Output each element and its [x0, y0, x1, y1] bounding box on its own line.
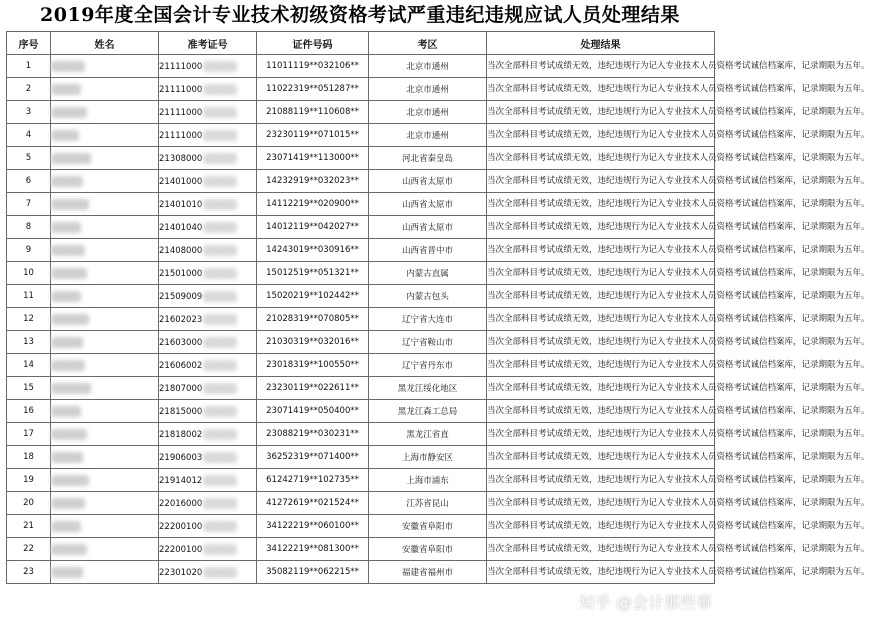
ticket-number-text: 21807000	[159, 383, 203, 394]
cell-result: 当次全部科目考试成绩无效，违纪违规行为记入专业技术人员资格考试诚信档案库，记录期限为五年。	[487, 55, 715, 78]
cell-name	[51, 400, 159, 423]
cell-id-number: 34122219**060100**	[257, 515, 369, 538]
name-redaction	[51, 245, 85, 256]
table-row	[7, 101, 715, 124]
ticket-number-text: 21111000	[159, 130, 203, 141]
name-redaction	[51, 222, 81, 233]
cell-result: 当次全部科目考试成绩无效，违纪违规行为记入专业技术人员资格考试诚信档案库，记录期限为五年。	[487, 262, 715, 285]
ticket-redaction	[203, 521, 237, 532]
cell-result: 当次全部科目考试成绩无效，违纪违规行为记入专业技术人员资格考试诚信档案库，记录期限为五年。	[487, 354, 715, 377]
ticket-number-text: 21818002	[159, 429, 203, 440]
cell-seq: 14	[7, 354, 51, 377]
name-redaction	[51, 130, 79, 141]
name-redaction	[51, 107, 87, 118]
name-redaction	[51, 567, 83, 578]
cell-result: 当次全部科目考试成绩无效，违纪违规行为记入专业技术人员资格考试诚信档案库，记录期限为五年。	[487, 170, 715, 193]
table-row	[7, 216, 715, 239]
table-row	[7, 147, 715, 170]
cell-id-number: 21030319**032016**	[257, 331, 369, 354]
cell-seq: 5	[7, 147, 51, 170]
name-redaction	[51, 360, 85, 371]
cell-name	[51, 308, 159, 331]
table-row	[7, 446, 715, 469]
document-title: 2019年度全国会计专业技术初级资格考试严重违纪违规应试人员处理结果	[40, 4, 680, 26]
cell-exam-area: 辽宁省丹东市	[369, 354, 487, 377]
cell-seq: 18	[7, 446, 51, 469]
cell-result: 当次全部科目考试成绩无效，违纪违规行为记入专业技术人员资格考试诚信档案库，记录期限为五年。	[487, 308, 715, 331]
cell-name	[51, 101, 159, 124]
cell-exam-area: 黑龙江省直	[369, 423, 487, 446]
name-redaction	[51, 61, 85, 72]
ticket-redaction	[203, 176, 237, 187]
name-redaction	[51, 521, 81, 532]
cell-ticket-number	[159, 331, 257, 354]
cell-result: 当次全部科目考试成绩无效，违纪违规行为记入专业技术人员资格考试诚信档案库，记录期限为五年。	[487, 515, 715, 538]
cell-name	[51, 285, 159, 308]
ticket-redaction	[203, 498, 237, 509]
name-redaction	[51, 383, 91, 394]
cell-name	[51, 538, 159, 561]
ticket-redaction	[203, 84, 237, 95]
ticket-number-text: 22016000	[159, 498, 203, 509]
cell-result: 当次全部科目考试成绩无效，违纪违规行为记入专业技术人员资格考试诚信档案库，记录期限为五年。	[487, 331, 715, 354]
ticket-redaction	[203, 544, 237, 555]
cell-ticket-number	[159, 216, 257, 239]
name-redaction	[51, 498, 85, 509]
ticket-redaction	[203, 429, 237, 440]
cell-result: 当次全部科目考试成绩无效，违纪违规行为记入专业技术人员资格考试诚信档案库，记录期限为五年。	[487, 193, 715, 216]
cell-exam-area: 安徽省阜阳市	[369, 538, 487, 561]
table-row	[7, 55, 715, 78]
cell-result: 当次全部科目考试成绩无效，违纪违规行为记入专业技术人员资格考试诚信档案库，记录期限为五年。	[487, 377, 715, 400]
cell-exam-area: 黑龙江森工总局	[369, 400, 487, 423]
table-row	[7, 124, 715, 147]
cell-name	[51, 193, 159, 216]
cell-result: 当次全部科目考试成绩无效，违纪违规行为记入专业技术人员资格考试诚信档案库，记录期限为五年。	[487, 101, 715, 124]
cell-name	[51, 354, 159, 377]
cell-result: 当次全部科目考试成绩无效，违纪违规行为记入专业技术人员资格考试诚信档案库，记录期限为五年。	[487, 538, 715, 561]
table-row	[7, 308, 715, 331]
ticket-redaction	[203, 337, 237, 348]
cell-id-number: 14232919**032023**	[257, 170, 369, 193]
table-row	[7, 377, 715, 400]
cell-id-number: 21028319**070805**	[257, 308, 369, 331]
name-redaction	[51, 452, 83, 463]
ticket-redaction	[203, 130, 237, 141]
cell-id-number: 23071419**050400**	[257, 400, 369, 423]
cell-id-number: 23071419**113000**	[257, 147, 369, 170]
ticket-number-text: 21401040	[159, 222, 203, 233]
cell-exam-area: 北京市通州	[369, 101, 487, 124]
ticket-redaction	[203, 475, 237, 486]
cell-id-number: 14012119**042027**	[257, 216, 369, 239]
ticket-redaction	[203, 153, 237, 164]
ticket-redaction	[203, 567, 237, 578]
ticket-redaction	[203, 268, 237, 279]
ticket-redaction	[203, 360, 237, 371]
cell-ticket-number	[159, 147, 257, 170]
cell-ticket-number	[159, 124, 257, 147]
table-row	[7, 423, 715, 446]
ticket-number-text: 21308000	[159, 153, 203, 164]
cell-seq: 16	[7, 400, 51, 423]
cell-result: 当次全部科目考试成绩无效，违纪违规行为记入专业技术人员资格考试诚信档案库，记录期限为五年。	[487, 469, 715, 492]
ticket-number-text: 22200100	[159, 521, 203, 532]
table-row	[7, 170, 715, 193]
ticket-number-text: 21408000	[159, 245, 203, 256]
ticket-number-text: 21509009	[159, 291, 203, 302]
cell-id-number: 23088219**030231**	[257, 423, 369, 446]
cell-exam-area: 辽宁省大连市	[369, 308, 487, 331]
name-redaction	[51, 199, 89, 210]
ticket-redaction	[203, 291, 237, 302]
cell-id-number: 35082119**062215**	[257, 561, 369, 584]
header-ticket-number: 准考证号	[159, 32, 257, 55]
header-exam-area: 考区	[369, 32, 487, 55]
cell-seq: 8	[7, 216, 51, 239]
table-header-row	[7, 32, 715, 55]
cell-result: 当次全部科目考试成绩无效，违纪违规行为记入专业技术人员资格考试诚信档案库，记录期限为五年。	[487, 561, 715, 584]
cell-ticket-number	[159, 515, 257, 538]
table-row	[7, 78, 715, 101]
cell-name	[51, 55, 159, 78]
cell-ticket-number	[159, 78, 257, 101]
cell-name	[51, 492, 159, 515]
cell-exam-area: 北京市通州	[369, 55, 487, 78]
cell-ticket-number	[159, 538, 257, 561]
ticket-redaction	[203, 406, 237, 417]
ticket-redaction	[203, 383, 237, 394]
cell-exam-area: 江苏省昆山	[369, 492, 487, 515]
cell-name	[51, 78, 159, 101]
cell-name	[51, 262, 159, 285]
cell-name	[51, 216, 159, 239]
cell-seq: 11	[7, 285, 51, 308]
ticket-number-text: 21111000	[159, 84, 203, 95]
ticket-number-text: 22200100	[159, 544, 203, 555]
ticket-redaction	[203, 314, 237, 325]
table-row	[7, 561, 715, 584]
ticket-number-text: 21906003	[159, 452, 203, 463]
table-row	[7, 193, 715, 216]
cell-seq: 2	[7, 78, 51, 101]
cell-ticket-number	[159, 561, 257, 584]
cell-name	[51, 170, 159, 193]
cell-result: 当次全部科目考试成绩无效，违纪违规行为记入专业技术人员资格考试诚信档案库，记录期限为五年。	[487, 124, 715, 147]
header-id-number: 证件号码	[257, 32, 369, 55]
cell-ticket-number	[159, 354, 257, 377]
name-redaction	[51, 176, 83, 187]
cell-seq: 17	[7, 423, 51, 446]
cell-id-number: 23230119**071015**	[257, 124, 369, 147]
cell-result: 当次全部科目考试成绩无效，违纪违规行为记入专业技术人员资格考试诚信档案库，记录期限为五年。	[487, 78, 715, 101]
table-row	[7, 262, 715, 285]
cell-name	[51, 147, 159, 170]
cell-exam-area: 山西省太原市	[369, 193, 487, 216]
cell-name	[51, 561, 159, 584]
violations-table	[6, 31, 870, 584]
table-row	[7, 354, 715, 377]
cell-id-number: 61242719**102735**	[257, 469, 369, 492]
ticket-number-text: 21606002	[159, 360, 203, 371]
ticket-number-text: 21111000	[159, 107, 203, 118]
header-name: 姓名	[51, 32, 159, 55]
cell-ticket-number	[159, 377, 257, 400]
cell-result: 当次全部科目考试成绩无效，违纪违规行为记入专业技术人员资格考试诚信档案库，记录期限为五年。	[487, 147, 715, 170]
cell-name	[51, 515, 159, 538]
cell-id-number: 36252319**071400**	[257, 446, 369, 469]
cell-exam-area: 上海市浦东	[369, 469, 487, 492]
cell-result: 当次全部科目考试成绩无效，违纪违规行为记入专业技术人员资格考试诚信档案库，记录期限为五年。	[487, 446, 715, 469]
ticket-number-text: 21603000	[159, 337, 203, 348]
cell-exam-area: 内蒙古直属	[369, 262, 487, 285]
table-row	[7, 400, 715, 423]
ticket-redaction	[203, 199, 237, 210]
cell-name	[51, 124, 159, 147]
table-row	[7, 492, 715, 515]
cell-name	[51, 331, 159, 354]
cell-id-number: 41272619**021524**	[257, 492, 369, 515]
ticket-number-text: 21914012	[159, 475, 203, 486]
name-redaction	[51, 314, 89, 325]
table-row	[7, 285, 715, 308]
cell-name	[51, 423, 159, 446]
cell-ticket-number	[159, 239, 257, 262]
name-redaction	[51, 429, 87, 440]
cell-id-number: 23018319**100550**	[257, 354, 369, 377]
cell-id-number: 11011119**032106**	[257, 55, 369, 78]
cell-id-number: 21088119**110608**	[257, 101, 369, 124]
cell-exam-area: 北京市通州	[369, 124, 487, 147]
ticket-redaction	[203, 245, 237, 256]
name-redaction	[51, 153, 91, 164]
ticket-number-text: 21602023	[159, 314, 203, 325]
cell-seq: 22	[7, 538, 51, 561]
cell-seq: 19	[7, 469, 51, 492]
cell-result: 当次全部科目考试成绩无效，违纪违规行为记入专业技术人员资格考试诚信档案库，记录期限为五年。	[487, 400, 715, 423]
ticket-redaction	[203, 61, 237, 72]
cell-ticket-number	[159, 101, 257, 124]
cell-id-number: 34122219**081300**	[257, 538, 369, 561]
ticket-number-text: 21501000	[159, 268, 203, 279]
cell-ticket-number	[159, 469, 257, 492]
cell-name	[51, 469, 159, 492]
cell-ticket-number	[159, 423, 257, 446]
name-redaction	[51, 475, 89, 486]
cell-exam-area: 黑龙江绥化地区	[369, 377, 487, 400]
cell-id-number: 11022319**051287**	[257, 78, 369, 101]
ticket-redaction	[203, 452, 237, 463]
cell-exam-area: 河北省秦皇岛	[369, 147, 487, 170]
cell-seq: 12	[7, 308, 51, 331]
watermark: 知乎 @会计那些事	[578, 593, 712, 612]
table-row	[7, 469, 715, 492]
cell-name	[51, 377, 159, 400]
cell-seq: 7	[7, 193, 51, 216]
cell-result: 当次全部科目考试成绩无效，违纪违规行为记入专业技术人员资格考试诚信档案库，记录期限为五年。	[487, 216, 715, 239]
cell-seq: 3	[7, 101, 51, 124]
cell-exam-area: 北京市通州	[369, 78, 487, 101]
cell-seq: 15	[7, 377, 51, 400]
cell-ticket-number	[159, 308, 257, 331]
ticket-number-text: 21815000	[159, 406, 203, 417]
cell-ticket-number	[159, 492, 257, 515]
header-seq: 序号	[7, 32, 51, 55]
table-row	[7, 538, 715, 561]
name-redaction	[51, 268, 87, 279]
name-redaction	[51, 84, 81, 95]
cell-ticket-number	[159, 285, 257, 308]
cell-seq: 21	[7, 515, 51, 538]
cell-ticket-number	[159, 400, 257, 423]
table-row	[7, 239, 715, 262]
cell-exam-area: 上海市静安区	[369, 446, 487, 469]
cell-exam-area: 辽宁省鞍山市	[369, 331, 487, 354]
cell-exam-area: 山西省太原市	[369, 216, 487, 239]
cell-exam-area: 福建省福州市	[369, 561, 487, 584]
cell-exam-area: 内蒙古包头	[369, 285, 487, 308]
cell-id-number: 15020219**102442**	[257, 285, 369, 308]
table-row	[7, 331, 715, 354]
cell-seq: 6	[7, 170, 51, 193]
cell-ticket-number	[159, 446, 257, 469]
cell-result: 当次全部科目考试成绩无效，违纪违规行为记入专业技术人员资格考试诚信档案库，记录期限为五年。	[487, 239, 715, 262]
cell-ticket-number	[159, 262, 257, 285]
cell-name	[51, 239, 159, 262]
cell-id-number: 15012519**051321**	[257, 262, 369, 285]
ticket-number-text: 21111000	[159, 61, 203, 72]
cell-result: 当次全部科目考试成绩无效，违纪违规行为记入专业技术人员资格考试诚信档案库，记录期限为五年。	[487, 423, 715, 446]
cell-exam-area: 安徽省阜阳市	[369, 515, 487, 538]
ticket-redaction	[203, 222, 237, 233]
cell-ticket-number	[159, 193, 257, 216]
cell-seq: 13	[7, 331, 51, 354]
cell-name	[51, 446, 159, 469]
cell-seq: 9	[7, 239, 51, 262]
cell-id-number: 14112219**020900**	[257, 193, 369, 216]
name-redaction	[51, 544, 87, 555]
name-redaction	[51, 291, 81, 302]
ticket-number-text: 22301020	[159, 567, 203, 578]
name-redaction	[51, 406, 81, 417]
ticket-number-text: 21401010	[159, 199, 203, 210]
cell-result: 当次全部科目考试成绩无效，违纪违规行为记入专业技术人员资格考试诚信档案库，记录期限为五年。	[487, 285, 715, 308]
cell-seq: 20	[7, 492, 51, 515]
cell-seq: 23	[7, 561, 51, 584]
cell-result: 当次全部科目考试成绩无效，违纪违规行为记入专业技术人员资格考试诚信档案库，记录期限为五年。	[487, 492, 715, 515]
cell-id-number: 23230119**022611**	[257, 377, 369, 400]
cell-id-number: 14243019**030916**	[257, 239, 369, 262]
cell-ticket-number	[159, 170, 257, 193]
ticket-redaction	[203, 107, 237, 118]
cell-exam-area: 山西省太原市	[369, 170, 487, 193]
cell-seq: 1	[7, 55, 51, 78]
cell-seq: 10	[7, 262, 51, 285]
table-row	[7, 515, 715, 538]
cell-exam-area: 山西省晋中市	[369, 239, 487, 262]
cell-ticket-number	[159, 55, 257, 78]
header-result: 处理结果	[487, 32, 715, 55]
ticket-number-text: 21401000	[159, 176, 203, 187]
name-redaction	[51, 337, 83, 348]
cell-seq: 4	[7, 124, 51, 147]
